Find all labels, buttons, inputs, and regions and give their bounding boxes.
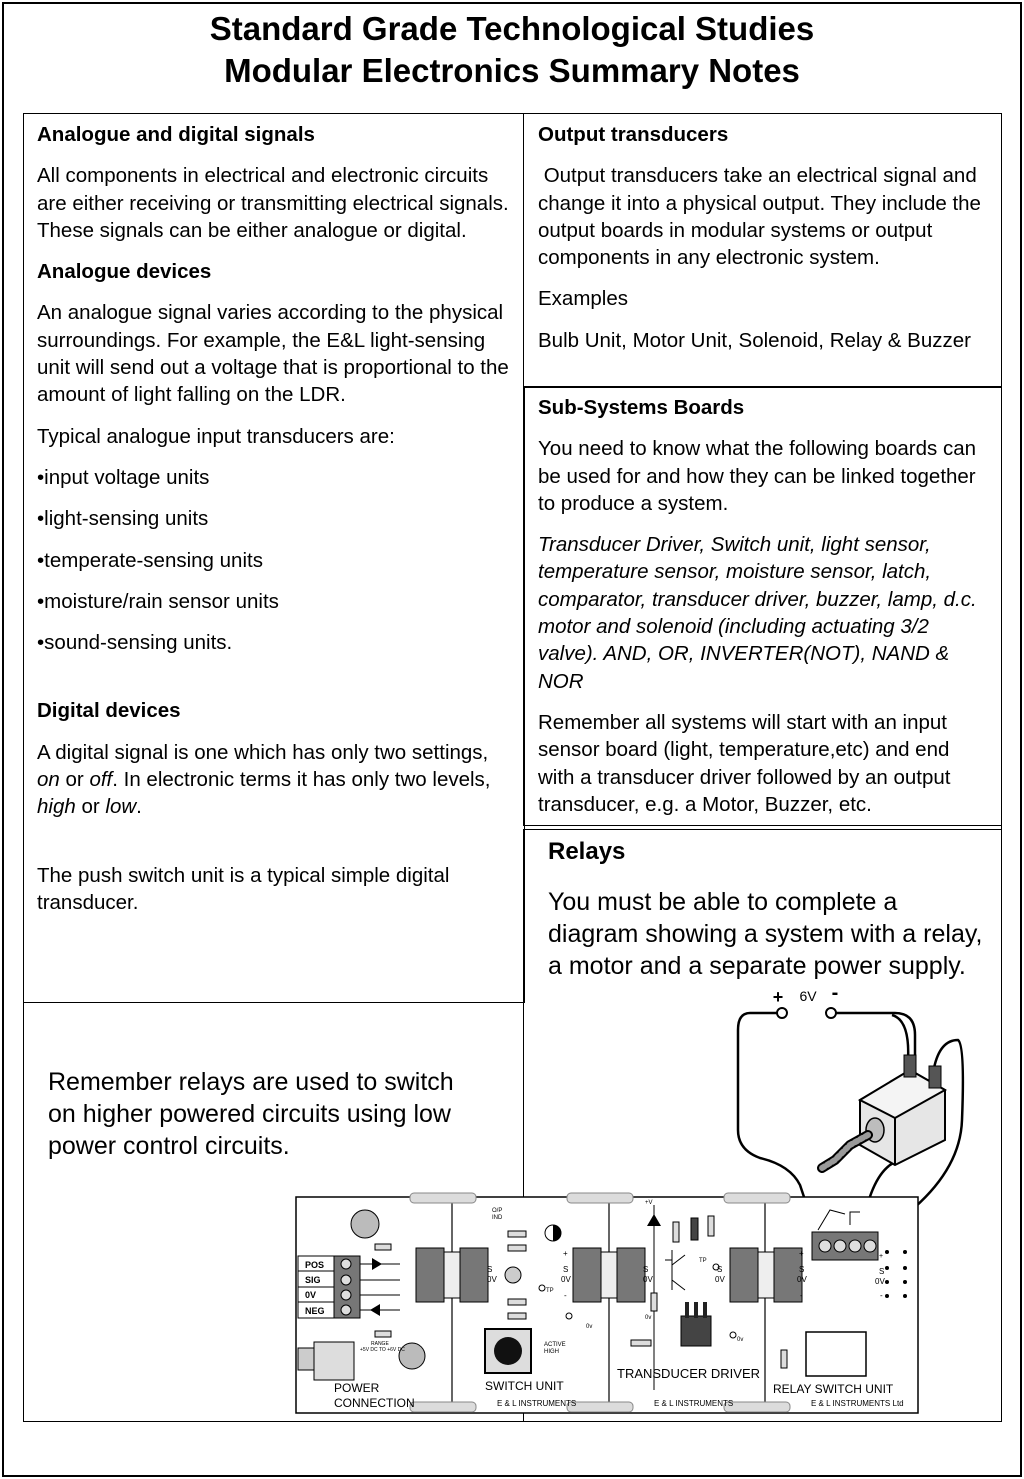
relay-switch-unit-label: RELAY SWITCH UNIT <box>773 1382 894 1396</box>
plus-sign-label: + <box>799 1249 804 1258</box>
plus-terminal-label: + <box>772 987 784 1007</box>
resistor-symbol <box>508 1313 526 1319</box>
board-connector <box>730 1248 805 1302</box>
maker-label: E & L INSTRUMENTS Ltd <box>811 1399 904 1408</box>
tp-label: TP <box>546 1288 554 1294</box>
op-ind-label: O/P <box>492 1208 503 1214</box>
ov-small-label: 0v <box>645 1315 652 1321</box>
range-label: RANGE <box>371 1341 389 1347</box>
trimmer-pot <box>505 1267 521 1283</box>
text-run: low <box>105 795 137 819</box>
range-value: +5V DC TO +6V DC <box>360 1347 405 1353</box>
tp-label: TP <box>699 1258 707 1264</box>
text-run: off <box>89 768 113 792</box>
page-title-line-2: Modular Electronics Summary Notes <box>224 52 800 89</box>
text-run: high <box>37 795 76 819</box>
s-label: S <box>879 1267 885 1276</box>
resistor-symbol <box>708 1216 714 1236</box>
page-title-line-1: Standard Grade Technological Studies <box>209 10 815 47</box>
ov-label: 0V <box>875 1277 885 1286</box>
heading-subsystems: Sub-Systems Boards <box>538 396 745 419</box>
bullet-item: •moisture/rain sensor units <box>37 589 279 613</box>
resistor-symbol <box>508 1245 526 1251</box>
switch-unit-label: SWITCH UNIT <box>485 1379 564 1393</box>
board-connector <box>573 1248 645 1302</box>
resistor-symbol <box>375 1331 391 1337</box>
solenoid-actuator <box>822 1055 945 1168</box>
power-label-2: CONNECTION <box>334 1396 415 1410</box>
positive-terminal <box>777 1008 787 1018</box>
resistor-symbol <box>781 1350 787 1368</box>
voltage-label: 6V <box>799 988 817 1004</box>
boards-list: Transducer Driver, Switch unit, light sensor, temperature sensor, moisture sensor, latch, comparator, transducer driver, buzzer, lamp, d.c. motor and solenoid (including actuating 3/2 valve). AND, OR, INVERTER(NOT), NAND & NOR <box>538 533 977 693</box>
ind-label: IND <box>492 1215 503 1221</box>
pin-label-neg: NEG <box>305 1306 325 1316</box>
capacitor-symbol <box>691 1218 698 1240</box>
plus-sign-label: + <box>563 1249 568 1258</box>
s-label: S <box>799 1265 805 1274</box>
heading-digital-devices: Digital devices <box>37 699 181 723</box>
resistor-symbol <box>673 1222 679 1242</box>
push-button-cap <box>494 1337 522 1365</box>
s-label: S <box>643 1265 649 1274</box>
ov-small-label: 0v <box>737 1337 744 1343</box>
ov-small-label: 0v <box>586 1324 593 1330</box>
heading-analogue-devices: Analogue devices <box>37 260 212 284</box>
high-label: HIGH <box>544 1349 559 1355</box>
paragraph-signals: All components in electrical and electronic circuits are either receiving or transmitting electrical signals. These signals can be either analogue or digital. <box>37 164 509 242</box>
paragraph-push-switch: The push switch unit is a typical simple digital transducer. <box>37 863 450 914</box>
rail-clip <box>410 1193 476 1203</box>
board-outline <box>296 1197 918 1413</box>
pin-label-pos: POS <box>305 1260 325 1270</box>
s-label: S <box>487 1265 493 1274</box>
negative-terminal <box>826 1008 836 1018</box>
text-run: A digital signal is one which has only two settings, <box>37 740 489 764</box>
paragraph-typical: Typical analogue input transducers are: <box>37 424 395 448</box>
plus-v-label: +V <box>645 1200 653 1206</box>
minus-sign-label: - <box>800 1291 803 1300</box>
rail-clip <box>724 1193 790 1203</box>
paragraph-analogue: An analogue signal varies according to the physical surroundings. For example, the E&L light-sensing unit will send out a voltage that is proportional to the amount of light falling on the LDR. <box>37 301 509 407</box>
reminder-text: Remember relays are used to switch on higher powered circuits using low power control circuits. <box>48 1068 454 1160</box>
heading-relays: Relays <box>548 838 626 865</box>
resistor-symbol <box>651 1293 657 1311</box>
maker-label: E & L INSTRUMENTS <box>654 1399 734 1408</box>
mounting-hole <box>351 1210 379 1238</box>
text-run: . In electronic terms it has only two levels, <box>112 768 491 792</box>
transducer-driver-label: TRANSDUCER DRIVER <box>617 1366 761 1381</box>
power-label-1: POWER <box>334 1381 380 1395</box>
examples-label: Examples <box>538 287 629 311</box>
rail-clip <box>567 1193 633 1203</box>
power-socket-plug <box>298 1348 314 1370</box>
text-run: . <box>136 795 142 819</box>
paragraph-remember-systems: Remember all systems will start with an input sensor board (light, temperature,etc) and end with a transducer driver followed by an output transducer, e.g. a Motor, Buzzer, etc. <box>538 710 951 816</box>
ov-label: 0V <box>715 1275 725 1284</box>
resistor-symbol <box>508 1231 526 1237</box>
text-run: or <box>59 768 90 792</box>
paragraph-subsystems: You need to know what the following boards can be used for and how they can be linked together to produce a system. <box>538 437 977 515</box>
paragraph-output: Output transducers take an electrical signal and change it into a physical output. They include the output boards in modular systems or output components in any electronic system. <box>538 164 987 270</box>
resistor-symbol <box>508 1299 526 1305</box>
active-label: ACTIVE <box>544 1342 566 1348</box>
bullet-item: •temperate-sensing units <box>37 548 263 572</box>
power-socket <box>314 1342 354 1380</box>
transistor-package <box>681 1316 711 1346</box>
bullet-item: •light-sensing units <box>37 507 209 531</box>
resistor-symbol <box>631 1340 651 1346</box>
s-label: S <box>717 1265 723 1274</box>
maker-label: E & L INSTRUMENTS <box>497 1399 577 1408</box>
ov-label: 0V <box>797 1275 807 1284</box>
resistor-symbol <box>375 1244 391 1250</box>
ov-label: 0V <box>561 1275 571 1284</box>
heading-analogue-digital: Analogue and digital signals <box>37 123 315 146</box>
heading-output: Output transducers <box>538 123 729 146</box>
minus-terminal-label: - <box>831 982 839 1004</box>
ov-label: 0V <box>643 1275 653 1284</box>
plus-sign-label: + <box>879 1253 884 1260</box>
text-run: on <box>37 768 60 792</box>
bullet-item: •sound-sensing units. <box>37 631 233 655</box>
examples-list: Bulb Unit, Motor Unit, Solenoid, Relay & Buzzer <box>538 328 971 352</box>
ov-label: 0V <box>487 1275 497 1284</box>
bullet-item: •input voltage units <box>37 465 210 489</box>
text-run: or <box>75 795 106 819</box>
relay-component <box>806 1332 866 1376</box>
minus-sign-label: - <box>564 1291 567 1300</box>
paragraph-relays: You must be able to complete a diagram showing a system with a relay, a motor and a separate power supply. <box>548 888 983 980</box>
wire-motor-a <box>892 1015 908 1060</box>
rail-clip <box>567 1402 633 1412</box>
pin-label-sig: SIG <box>305 1275 321 1285</box>
board-connector <box>416 1248 488 1302</box>
minus-sign-label: - <box>880 1291 883 1300</box>
rail-clip <box>410 1402 476 1412</box>
pin-label-0v: 0V <box>305 1290 317 1300</box>
rail-clip <box>724 1402 790 1412</box>
s-label: S <box>563 1265 569 1274</box>
